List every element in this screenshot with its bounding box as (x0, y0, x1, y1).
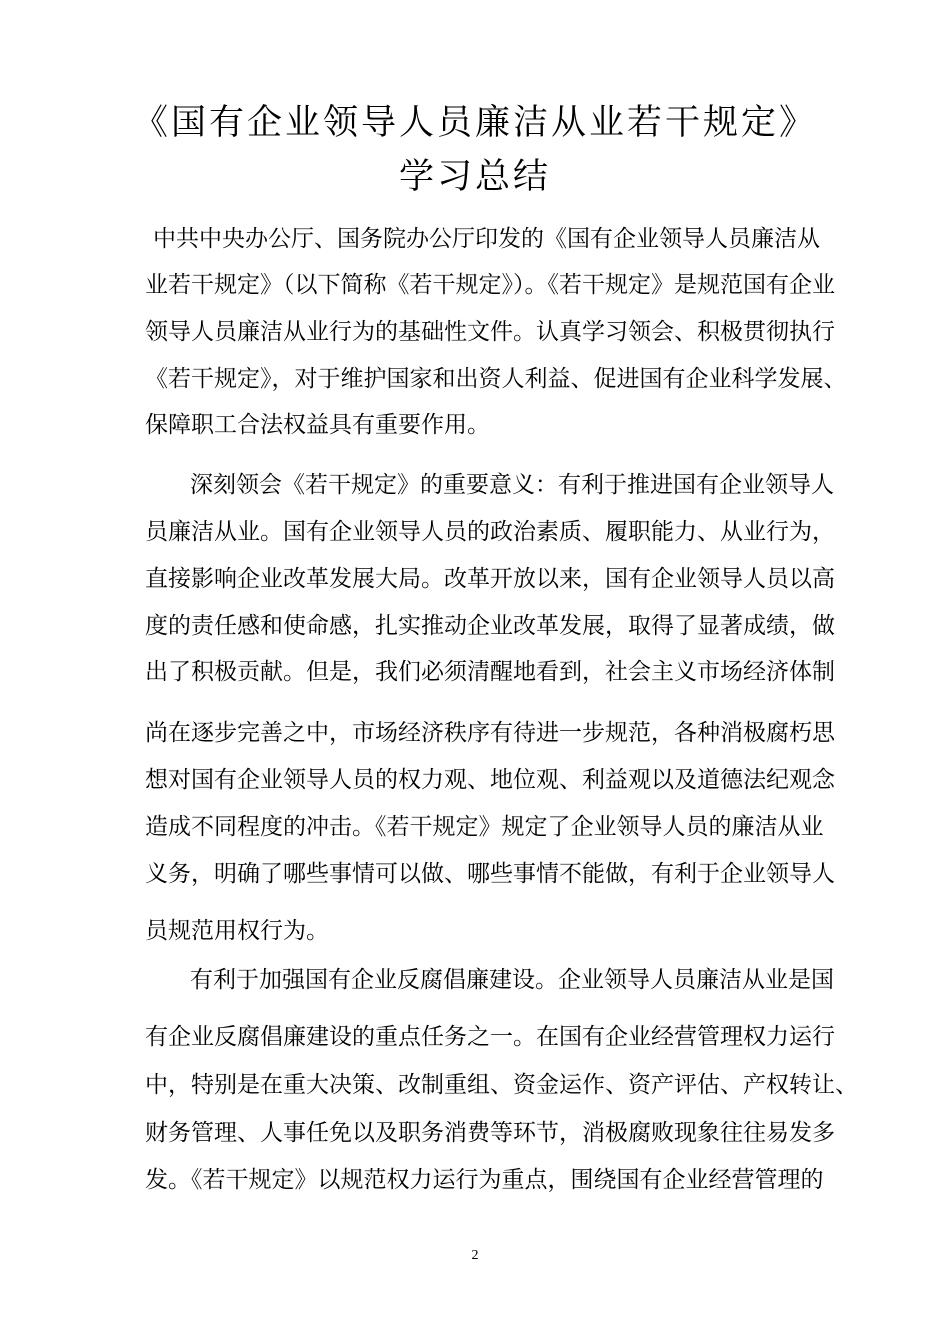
paragraph-line: 发。《若干规定》以规范权力运行为重点，围绕国有企业经营管理的 (145, 1167, 824, 1193)
paragraph-line: 保障职工合法权益具有重要作用。 (145, 412, 490, 438)
paragraph-line: 义务，明确了哪些事情可以做、哪些事情不能做，有利于企业领导人 (145, 861, 835, 887)
paragraph-line: 中共中央办公厅、国务院办公厅印发的《国有企业领导人员廉洁从 (153, 226, 820, 252)
paragraph-line: 出了积极贡献。但是，我们必须清醒地看到，社会主义市场经济体制 (145, 659, 835, 685)
paragraph-line: 有企业反腐倡廉建设的重点任务之一。在国有企业经营管理权力运行 (145, 1024, 835, 1050)
document-title-line-2: 学习总结 (398, 157, 551, 197)
paragraph-line: 业若干规定》（以下简称《若干规定》）。《若干规定》是规范国有企业 (145, 272, 835, 298)
paragraph-line: 深刻领会《若干规定》的重要意义：有利于推进国有企业领导人 (190, 472, 834, 498)
paragraph-line: 员廉洁从业。国有企业领导人员的政治素质、履职能力、从业行为， (145, 519, 835, 545)
paragraph-line: 直接影响企业改革发展大局。改革开放以来，国有企业领导人员以高 (145, 566, 835, 592)
paragraph-line: 尚在逐步完善之中，市场经济秩序有待进一步规范，各种消极腐朽思 (145, 720, 835, 746)
paragraph-line: 度的责任感和使命感，扎实推动企业改革发展，取得了显著成绩，做 (145, 613, 835, 639)
paragraph-line: 领导人员廉洁从业行为的基础性文件。认真学习领会、积极贯彻执行 (145, 319, 835, 345)
paragraph-line: 《若干规定》，对于维护国家和出资人利益、促进国有企业科学发展、 (145, 366, 847, 392)
document-title-line-1: 《国有企业领导人员廉洁从业若干规定》 (132, 103, 817, 143)
page-number: 2 (471, 1248, 479, 1263)
paragraph-line: 造成不同程度的冲击。《若干规定》规定了企业领导人员的廉洁从业 (145, 814, 824, 840)
paragraph-line: 想对国有企业领导人员的权力观、地位观、利益观以及道德法纪观念 (145, 767, 835, 793)
paragraph-line: 有利于加强国有企业反腐倡廉建设。企业领导人员廉洁从业是国 (190, 967, 834, 993)
paragraph-line: 中，特别是在重大决策、改制重组、资金运作、资产评估、产权转让、 (145, 1072, 858, 1098)
paragraph-line: 员规范用权行为。 (145, 918, 329, 944)
paragraph-line: 财务管理、人事任免以及职务消费等环节，消极腐败现象往往易发多 (145, 1120, 835, 1146)
